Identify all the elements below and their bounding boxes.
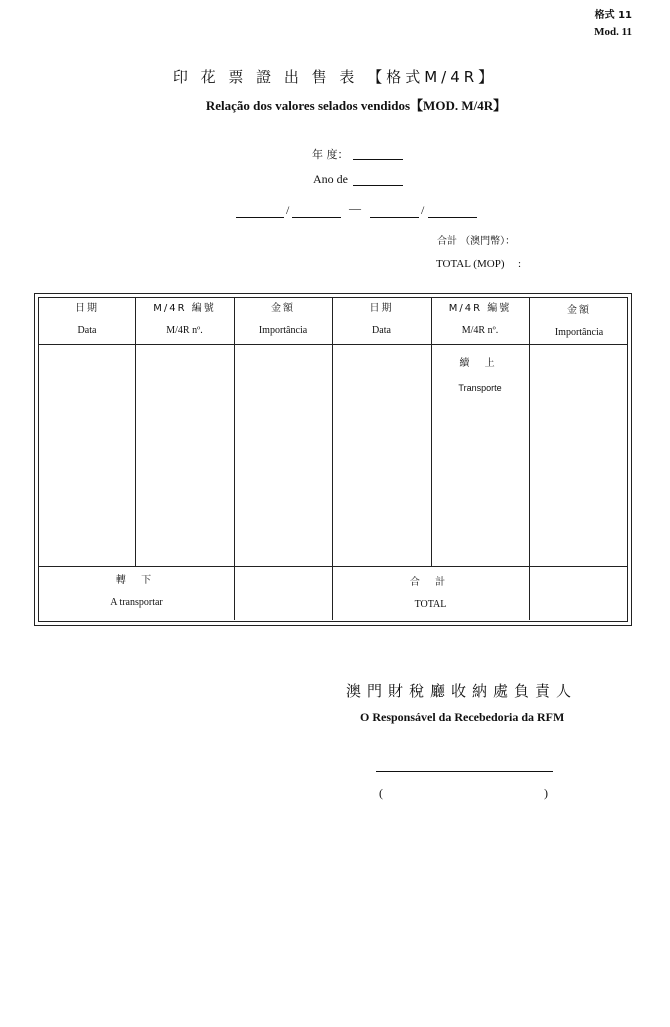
- header-date-1: [39, 298, 135, 342]
- sales-table: [34, 293, 632, 626]
- carry-forward-cn: 轉 下: [115, 575, 158, 586]
- carry-forward-pt: A transportar: [110, 597, 163, 608]
- header-date-2: [332, 298, 431, 342]
- header-number-1: [135, 298, 234, 342]
- period-slash-1: /: [286, 203, 290, 217]
- header-number-2-pt: M/4R nº.: [461, 325, 499, 336]
- year-label-cn: 年 度：: [312, 148, 349, 161]
- col-divider-5: [529, 298, 530, 620]
- period-start-day-line[interactable]: [236, 217, 284, 218]
- signature-title-cn: 澳門財稅廳收納處負責人: [346, 682, 578, 700]
- total-summary-colon: :: [518, 258, 522, 270]
- period-end-month-line[interactable]: [428, 217, 477, 218]
- total-row-pt: TOTAL: [414, 599, 447, 610]
- signature-title-pt: O Responsável da Recebedoria da RFM: [360, 710, 565, 724]
- signature-paren-close: ): [544, 786, 548, 800]
- form-code: [594, 8, 632, 40]
- year-line-cn[interactable]: [353, 159, 403, 160]
- form-code-pt: Mod. 11: [594, 26, 632, 38]
- period-dash: —: [349, 201, 361, 215]
- transport-in: [431, 352, 529, 400]
- total-summary-cn: 合計 （澳門幣）：: [437, 236, 516, 247]
- form-code-cn: 格式 11: [594, 10, 632, 21]
- header-amount-1: [234, 298, 332, 342]
- total-summary-pt: TOTAL (MOP): [436, 258, 505, 270]
- year-label-pt: Ano de: [313, 172, 348, 186]
- transport-in-cn: 續 上: [459, 358, 501, 369]
- footer-divider: [39, 566, 627, 567]
- title-chinese: 印 花 票 證 出 售 表 【格式M/4R】: [172, 68, 498, 86]
- signature-paren-open: (: [379, 786, 383, 800]
- header-amount-1-pt: Importância: [258, 325, 308, 336]
- header-amount-2-pt: Importância: [554, 327, 604, 338]
- carry-forward: [39, 570, 234, 614]
- header-number-1-cn: M/4R 編號: [153, 303, 216, 314]
- header-amount-2: [529, 300, 629, 344]
- period-start-month-line[interactable]: [292, 217, 341, 218]
- header-date-2-cn: 日期: [369, 303, 394, 314]
- title-portuguese: Relação dos valores selados vendidos【MOD. M/4R】: [205, 98, 507, 113]
- header-number-2-cn: M/4R 編號: [448, 303, 512, 314]
- total-row-cn: 合 計: [409, 577, 452, 588]
- header-date-2-pt: Data: [372, 325, 391, 336]
- header-date-1-cn: 日期: [75, 303, 99, 314]
- transport-in-pt: Transporte: [458, 383, 502, 393]
- sales-table-inner: [38, 297, 628, 622]
- header-date-1-pt: Data: [77, 325, 97, 336]
- signature-line[interactable]: [376, 771, 553, 772]
- header-amount-1-cn: 金額: [271, 303, 295, 314]
- total-row: [332, 572, 529, 616]
- header-amount-2-cn: 金額: [567, 305, 591, 316]
- col-divider-2: [234, 298, 235, 620]
- header-divider: [39, 344, 627, 345]
- header-number-1-pt: M/4R nº.: [166, 325, 203, 336]
- year-line-pt[interactable]: [353, 185, 403, 186]
- period-slash-2: /: [421, 203, 425, 217]
- period-end-day-line[interactable]: [370, 217, 419, 218]
- header-number-2: [431, 298, 529, 342]
